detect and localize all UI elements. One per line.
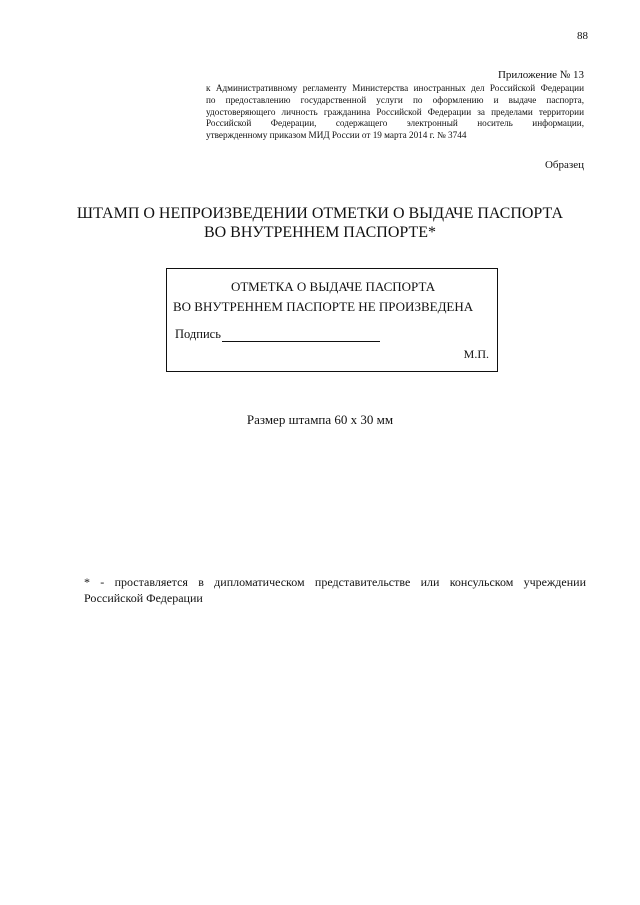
signature-line: [222, 329, 380, 342]
signature-label: Подпись: [175, 327, 221, 341]
stamp-text-line2: ВО ВНУТРЕННЕМ ПАСПОРТЕ НЕ ПРОИЗВЕДЕНА: [173, 299, 474, 314]
page-number: 88: [577, 30, 588, 42]
document-title-line2: ВО ВНУТРЕННЕМ ПАСПОРТЕ*: [203, 224, 437, 241]
stamp-sample-box: [166, 268, 498, 372]
appendix-title: Приложение № 13: [497, 69, 584, 81]
appendix-line: утвержденному приказом МИД России от 19 марта 2014 г. № 3744: [206, 130, 467, 141]
appendix-line: по предоставлению государственной услуги по оформлению и выдаче паспорта,: [206, 94, 584, 105]
appendix-header: [206, 69, 584, 142]
document-title: [0, 204, 640, 242]
stamp-size-note: Размер штампа 60 х 30 мм: [246, 412, 394, 427]
footnote-line1: * - проставляется в дипломатическом представительстве или консульском учреждении: [84, 575, 586, 589]
appendix-line: удостоверяющего личность гражданина Российской Федерации за пределами территории: [206, 106, 584, 117]
sample-label: Образец: [544, 159, 584, 171]
seal-label: М.П.: [463, 347, 489, 361]
appendix-line: к Административному регламенту Министерства иностранных дел Российской Федерации: [206, 83, 584, 93]
stamp-signature-row: [175, 327, 380, 342]
footnote-line2: Российской Федерации: [84, 591, 203, 605]
footnote: [84, 574, 586, 606]
appendix-line: Российской Федерации, содержащего электронный носитель информации,: [206, 118, 584, 129]
document-title-line1: ШТАМП О НЕПРОИЗВЕДЕНИИ ОТМЕТКИ О ВЫДАЧЕ ПАСПОРТА: [76, 205, 564, 222]
stamp-text-line1: ОТМЕТКА О ВЫДАЧЕ ПАСПОРТА: [231, 279, 436, 294]
